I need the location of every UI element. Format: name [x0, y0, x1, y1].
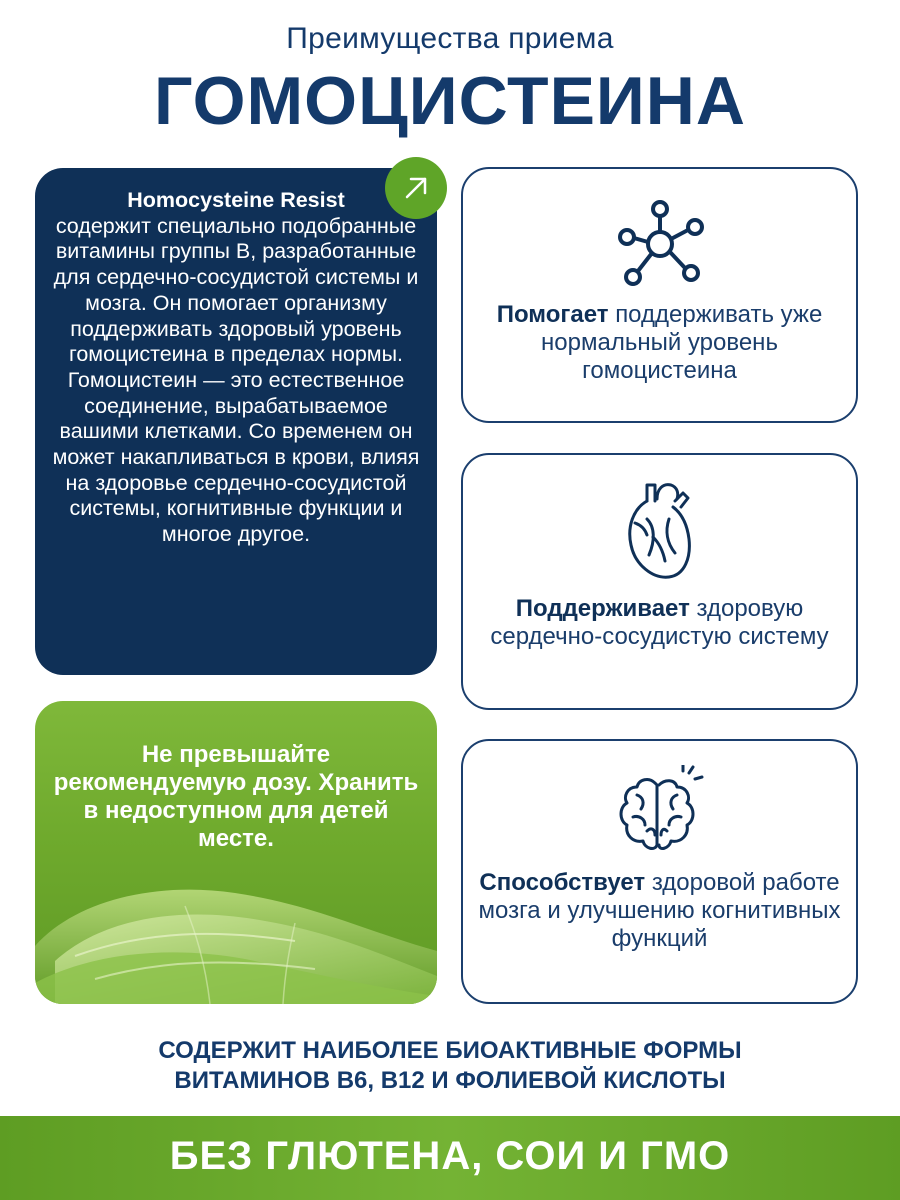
page-title: ГОМОЦИСТЕИНА [153, 63, 747, 139]
info-card-body: содержит специально подобранные витамины группы B, разработанные для сердечно-сосудистой системы и мозга. Он помогает организму поддерживать здоровый уровень гомоцистеина в пределах нормы. Гомоцистеин — это естественное соединение, вырабатываемое вашими клетками. Со временем он может накапливаться в крови, влияя на здоровье сердечно-сосудистой системы, когнитивные функции и многое другое. [52, 213, 420, 547]
feature-rest: здоровой работе мозга и улучшению когнитивных функций [478, 869, 841, 952]
arrow-up-right-icon-svg [401, 173, 431, 203]
heart-icon [625, 479, 695, 583]
feature-card-heart [461, 453, 858, 710]
warning-card [35, 701, 437, 1004]
brain-icon [615, 765, 705, 857]
feature-strong: Поддерживает [515, 595, 690, 622]
page-subtitle: Преимущества приема [286, 22, 614, 55]
bioactive-note-line2: ВИТАМИНОВ B6, B12 И ФОЛИЕВОЙ КИСЛОТЫ [174, 1067, 726, 1094]
bioactive-note-line1: СОДЕРЖИТ НАИБОЛЕЕ БИОАКТИВНЫЕ ФОРМЫ [158, 1037, 742, 1064]
feature-rest: поддерживать уже нормальный уровень гомоцистеина [541, 301, 823, 384]
feature-text [475, 301, 844, 385]
feature-rest: здоровую сердечно-сосудистую систему [490, 595, 829, 650]
info-card [35, 168, 437, 675]
feature-text [475, 869, 844, 953]
info-card-text [49, 188, 423, 548]
free-from-banner-text: БЕЗ ГЛЮТЕНА, СОИ И ГМО [169, 1134, 731, 1178]
feature-strong: Способствует [479, 869, 646, 896]
warning-text: Не превышайте рекомендуемую дозу. Хранить в недоступном для детей месте. [53, 741, 419, 852]
feature-card-brain [461, 739, 858, 1004]
feature-strong: Помогает [496, 301, 609, 328]
bioactive-note [0, 1036, 900, 1096]
feature-card-homocysteine [461, 167, 858, 423]
free-from-banner [0, 1116, 900, 1200]
molecule-icon [615, 199, 705, 289]
info-card-brand: Homocysteine Resist [127, 188, 345, 212]
feature-text [475, 595, 844, 651]
arrow-up-right-icon[interactable] [385, 157, 447, 219]
